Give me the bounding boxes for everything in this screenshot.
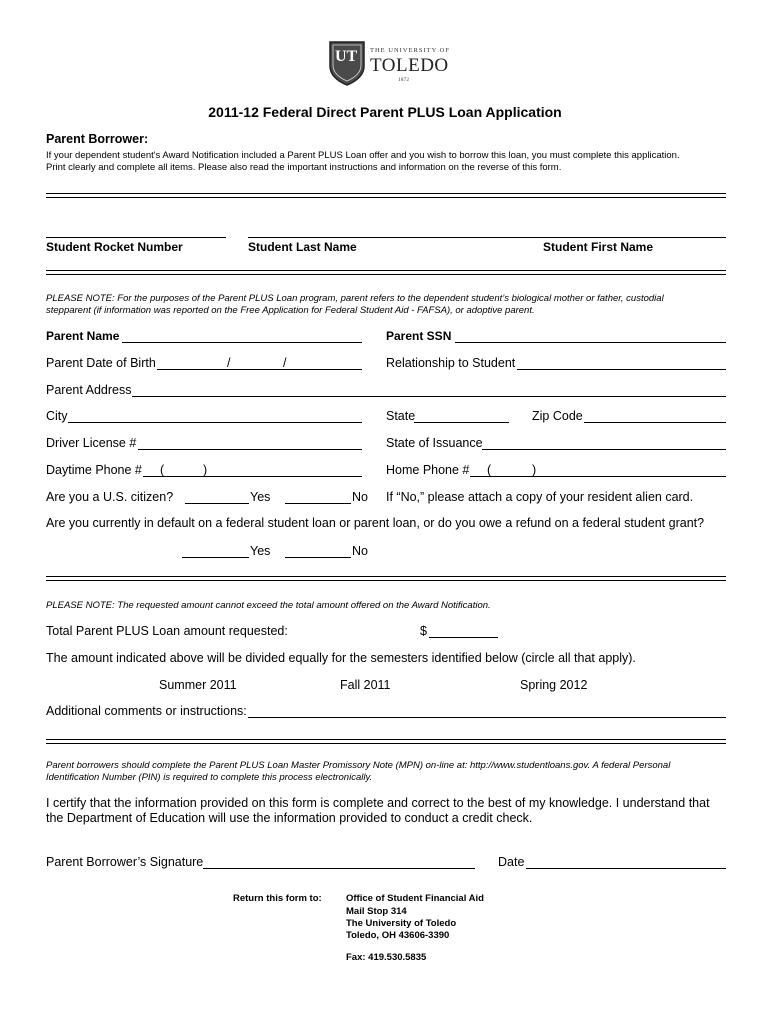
default-yes-label: Yes [250, 544, 271, 558]
logo-name: TOLEDO [370, 55, 449, 76]
fax-number: Fax: 419.530.5835 [346, 952, 427, 963]
return-label: Return this form to: [233, 893, 322, 904]
certify-line-1: I certify that the information provided on this form is complete and correct to the best of my knowledge. I understand that [46, 796, 710, 810]
return-address-line: The University of Toledo [346, 918, 457, 929]
citizen-yes-blank[interactable] [185, 503, 249, 504]
logo-year: 1872 [398, 77, 409, 83]
license-field[interactable] [138, 449, 362, 450]
home-phone-field[interactable] [470, 476, 726, 477]
divided-text: The amount indicated above will be divided equally for the semesters identified below (circle all that apply). [46, 651, 636, 665]
home-area-open: ( [487, 463, 492, 477]
mpn-note-1: Parent borrowers should complete the Parent PLUS Loan Master Promissory Note (MPN) on-line at: http://www.studentloans.gov. A federal Personal [46, 760, 671, 771]
dob-label: Parent Date of Birth [46, 356, 156, 370]
address-field[interactable] [132, 396, 726, 397]
relationship-field[interactable] [517, 369, 726, 370]
parent-ssn-label: Parent SSN [386, 329, 452, 343]
return-address-line: Office of Student Financial Aid [346, 893, 484, 904]
zip-field[interactable] [584, 422, 726, 423]
relationship-label: Relationship to Student [386, 356, 516, 370]
parent-name-label: Parent Name [46, 329, 120, 343]
home-phone-label: Home Phone # [386, 463, 470, 477]
note-amount-limit: PLEASE NOTE: The requested amount cannot exceed the total amount offered on the Award Notification. [46, 600, 491, 611]
city-label: City [46, 409, 68, 423]
divider [46, 576, 726, 581]
dob-separator: / [283, 356, 287, 370]
citizen-no-blank[interactable] [285, 503, 351, 504]
student-name-line[interactable] [248, 237, 726, 238]
comments-label: Additional comments or instructions: [46, 704, 247, 718]
student-first-name-label: Student First Name [543, 240, 654, 254]
return-address-line: Toledo, OH 43606-3390 [346, 930, 450, 941]
citizen-question: Are you a U.S. citizen? [46, 490, 174, 504]
amount-label: Total Parent PLUS Loan amount requested: [46, 624, 288, 638]
return-address-line: Mail Stop 314 [346, 906, 407, 917]
comments-field[interactable] [248, 717, 726, 718]
daytime-area-close: ) [203, 463, 208, 477]
state-issuance-field[interactable] [482, 449, 726, 450]
semester-fall[interactable]: Fall 2011 [340, 678, 391, 692]
state-label: State [386, 409, 416, 423]
home-area-close: ) [532, 463, 537, 477]
student-rocket-line[interactable] [46, 237, 226, 238]
semester-spring[interactable]: Spring 2012 [520, 678, 588, 692]
student-last-name-label: Student Last Name [248, 240, 357, 254]
zip-label: Zip Code [532, 409, 583, 423]
university-logo [328, 40, 448, 90]
parent-ssn-field[interactable] [455, 342, 726, 343]
intro-line-2: Print clearly and complete all items. Please also read the important instructions and information on the reverse of this form. [46, 162, 562, 173]
divider [46, 193, 726, 198]
signature-label: Parent Borrower’s Signature [46, 855, 204, 869]
dollar-sign: $ [420, 624, 427, 638]
mpn-note-2: Identification Number (PIN) is required to complete this process electronically. [46, 772, 373, 783]
state-field[interactable] [414, 422, 509, 423]
signature-field[interactable] [203, 868, 475, 869]
student-rocket-label: Student Rocket Number [46, 240, 183, 254]
citizen-yes-label: Yes [250, 490, 271, 504]
default-no-blank[interactable] [285, 557, 351, 558]
date-label: Date [498, 855, 525, 869]
logo-monogram: UT [335, 48, 358, 65]
default-question: Are you currently in default on a federal student loan or parent loan, or do you owe a refund on a federal student grant? [46, 516, 705, 530]
state-issuance-label: State of Issuance [386, 436, 483, 450]
default-yes-blank[interactable] [182, 557, 249, 558]
note-parent-definition-1: PLEASE NOTE: For the purposes of the Parent PLUS Loan program, parent refers to the dependent student’s biological mother or father, custodial [46, 293, 664, 304]
city-field[interactable] [68, 422, 362, 423]
default-no-label: No [352, 544, 368, 558]
daytime-phone-label: Daytime Phone # [46, 463, 142, 477]
borrower-heading: Parent Borrower: [46, 132, 149, 146]
dob-separator: / [227, 356, 231, 370]
amount-field[interactable] [429, 637, 498, 638]
divider [46, 270, 726, 275]
license-label: Driver License # [46, 436, 137, 450]
divider [46, 739, 726, 744]
citizen-no-label: No [352, 490, 368, 504]
daytime-phone-field[interactable] [143, 476, 362, 477]
address-label: Parent Address [46, 383, 132, 397]
note-parent-definition-2: stepparent (if information was reported on the Free Application for Federal Student Aid - FAFSA), or adoptive parent. [46, 305, 535, 316]
logo-university-of: THE UNIVERSITY OF [370, 47, 450, 54]
certify-line-2: the Department of Education will use the information provided to conduct a credit check. [46, 811, 533, 825]
form-title: 2011-12 Federal Direct Parent PLUS Loan Application [208, 104, 562, 120]
date-field[interactable] [526, 868, 726, 869]
parent-name-field[interactable] [122, 342, 362, 343]
daytime-area-open: ( [160, 463, 165, 477]
semester-summer[interactable]: Summer 2011 [159, 678, 237, 692]
dob-field[interactable] [157, 369, 362, 370]
intro-line-1: If your dependent student's Award Notification included a Parent PLUS Loan offer and you wish to borrow this loan, you must complete this application. [46, 150, 680, 161]
citizen-note: If “No,” please attach a copy of your resident alien card. [386, 490, 694, 504]
